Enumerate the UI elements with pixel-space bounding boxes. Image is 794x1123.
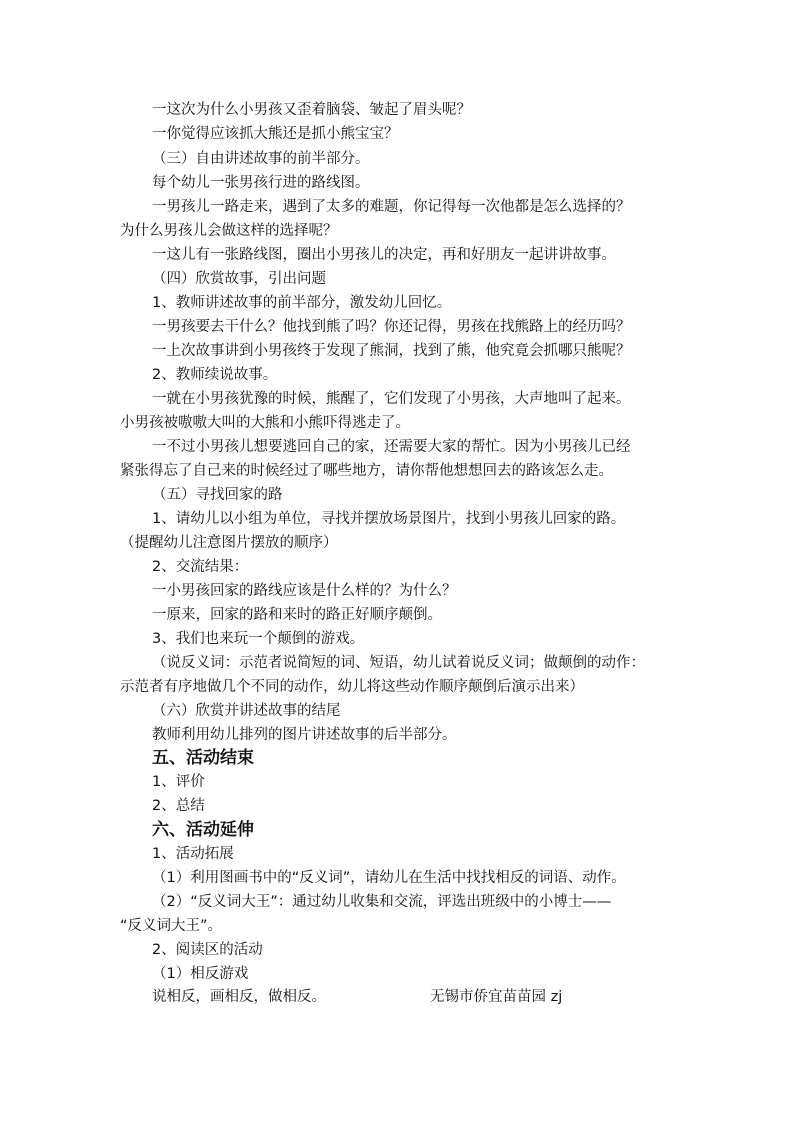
text-line: 示范者有序地做几个不同的动作，幼儿将这些动作顺序颠倒后演示出来） <box>120 679 584 695</box>
text-line: 一男孩要去干什么？他找到熊了吗？你还记得，男孩在找熊路上的经历吗？ <box>152 319 631 335</box>
text-line: （提醒幼儿注意图片摆放的顺序） <box>120 535 338 551</box>
text-line: 一这次为什么小男孩又歪着脑袋、皱起了眉头呢？ <box>152 102 471 118</box>
text-line: 1、活动拓展 <box>152 846 234 862</box>
text-line: 3、我们也来玩一个颠倒的游戏。 <box>152 631 365 647</box>
text-line: 为什么男孩儿会做这样的选择呢？ <box>120 223 338 239</box>
chapter-heading: 六、活动延伸 <box>152 820 254 840</box>
text-line: 一原来，回家的路和来时的路正好顺序颠倒。 <box>152 607 442 623</box>
section-heading: （三）自由讲述故事的前半部分。 <box>152 151 370 167</box>
text-line: （说反义词：示范者说简短的词、短语，幼儿试着说反义词；做颠倒的动作： <box>152 655 645 671</box>
section-heading: （四）欣赏故事，引出问题 <box>152 271 326 287</box>
section-heading: （六）欣赏并讲述故事的结尾 <box>152 703 341 719</box>
text-line: 教师利用幼儿排列的图片讲述故事的后半部分。 <box>152 727 457 743</box>
text-line: 2、总结 <box>152 798 205 814</box>
text-line: （1）相反游戏 <box>152 966 249 982</box>
text-line: （2）“反义词大王”：通过幼儿收集和交流，评选出班级中的小博士—— <box>152 894 612 910</box>
text-line: 紧张得忘了自己来的时候经过了哪些地方，请你帮他想想回去的路该怎么走。 <box>120 463 613 479</box>
chapter-heading: 五、活动结束 <box>152 748 254 768</box>
text-line: 一男孩儿一路走来，遇到了太多的难题，你记得每一次他都是怎么选择的？ <box>152 199 631 215</box>
text-line: 说相反，画相反，做相反。 <box>152 989 326 1005</box>
text-line: 1、教师讲述故事的前半部分，激发幼儿回忆。 <box>152 295 452 311</box>
text-line: 2、教师续说故事。 <box>152 367 278 383</box>
text-line: 2、阅读区的活动 <box>152 942 263 958</box>
text-line: 小男孩被嗷嗷大叫的大熊和小熊吓得逃走了。 <box>120 415 410 431</box>
text-line: （1）利用图画书中的“反义词”，请幼儿在生活中找找相反的词语、动作。 <box>152 870 626 886</box>
text-line: “反义词大王”。 <box>120 918 223 934</box>
text-line: 每个幼儿一张男孩行进的路线图。 <box>152 175 370 191</box>
section-heading: （五）寻找回家的路 <box>152 487 283 503</box>
text-line: 1、评价 <box>152 774 205 790</box>
text-line: 一不过小男孩儿想要逃回自己的家，还需要大家的帮忙。因为小男孩儿已经 <box>152 439 631 455</box>
text-line: 一这儿有一张路线图，圈出小男孩儿的决定，再和好朋友一起讲讲故事。 <box>152 247 616 263</box>
text-line: 2、交流结果： <box>152 559 249 575</box>
text-line: 一就在小男孩犹豫的时候，熊醒了，它们发现了小男孩，大声地叫了起来。 <box>152 391 631 407</box>
author-signature: 无锡市侨宜苗苗园 zj <box>430 989 563 1005</box>
text-line: 一你觉得应该抓大熊还是抓小熊宝宝？ <box>152 126 399 142</box>
text-line: 1、请幼儿以小组为单位，寻找并摆放场景图片，找到小男孩儿回家的路。 <box>152 511 626 527</box>
text-line: 一小男孩回家的路线应该是什么样的？为什么？ <box>152 583 457 599</box>
text-line: 一上次故事讲到小男孩终于发现了熊洞，找到了熊，他究竟会抓哪只熊呢？ <box>152 343 631 359</box>
